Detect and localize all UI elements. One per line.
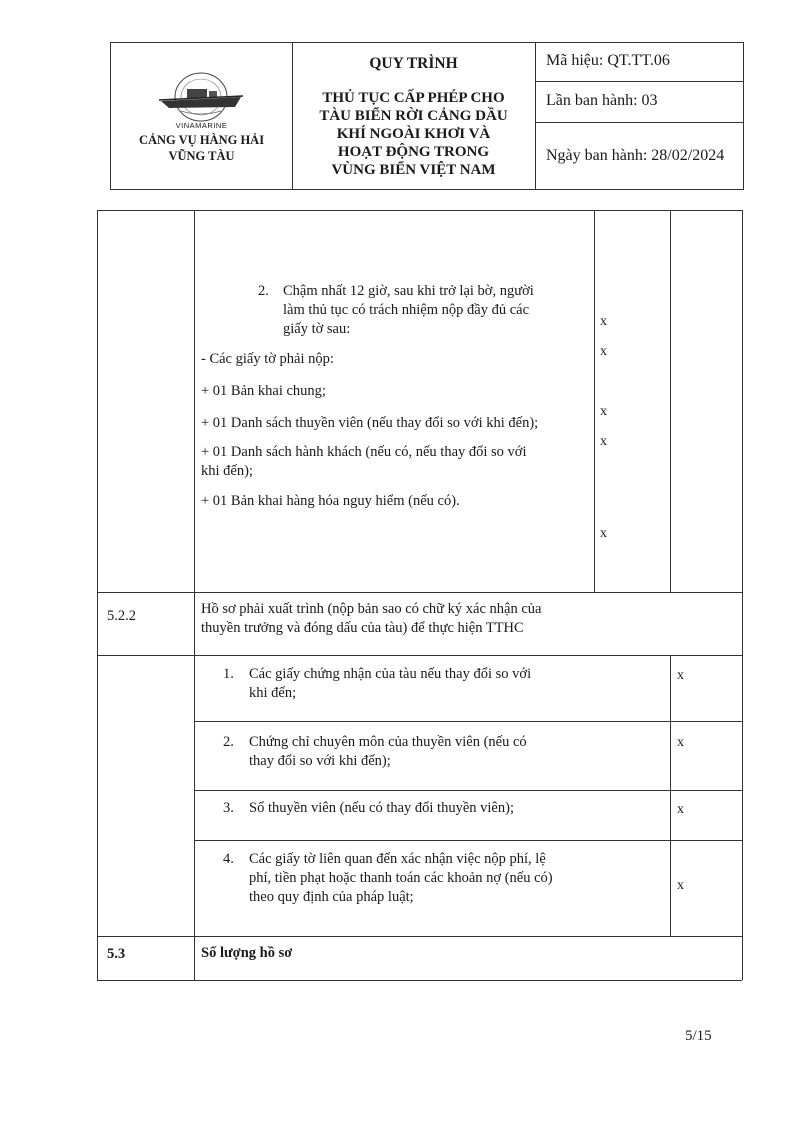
code-row xyxy=(536,43,743,82)
header-meta-cell xyxy=(536,43,743,189)
check-mark: x xyxy=(677,878,684,893)
section-number: 5.2.2 xyxy=(107,608,136,624)
column-divider xyxy=(670,655,671,936)
vinamarine-logo-icon xyxy=(151,67,251,127)
subtitle-line: KHÍ NGOÀI KHƠI VÀ xyxy=(336,126,491,142)
row-divider xyxy=(194,840,742,841)
subtitle-line: THỦ TỤC CẤP PHÉP CHO xyxy=(322,90,505,106)
text-line: thuyền trưởng và đóng dấu của tàu) để thực hiện TTHC xyxy=(201,620,524,636)
item-text xyxy=(249,733,527,771)
row-divider xyxy=(97,655,742,656)
document-code: Mã hiệu: QT.TT.06 xyxy=(546,52,670,69)
item-number: 1. xyxy=(223,666,234,682)
text-line: giấy tờ sau: xyxy=(283,321,351,337)
check-mark: x xyxy=(600,314,607,329)
table-border xyxy=(742,210,743,980)
issue-date: Ngày ban hành: 28/02/2024 xyxy=(546,147,725,164)
check-mark: x xyxy=(600,434,607,449)
row-divider xyxy=(97,592,742,593)
doc-item: khi đến); xyxy=(201,463,253,479)
org-name-line2: VŨNG TÀU xyxy=(168,149,235,163)
text-line: Hồ sơ phải xuất trình (nộp bản sao có chữ ký xác nhận của xyxy=(201,601,542,617)
text-line: làm thủ tục có trách nhiệm nộp đầy đủ các xyxy=(283,302,530,318)
doc-item: + 01 Bản khai hàng hóa nguy hiểm (nếu có). xyxy=(201,493,460,509)
row-divider xyxy=(194,721,742,722)
section-title: Số lượng hồ sơ xyxy=(201,945,293,961)
item-number: 2. xyxy=(258,283,269,299)
item-text xyxy=(249,665,531,703)
column-divider xyxy=(670,210,671,592)
section-number: 5.3 xyxy=(107,946,126,962)
list-header: - Các giấy tờ phải nộp: xyxy=(201,351,334,367)
text-line: khi đến; xyxy=(249,685,297,701)
item-number: 4. xyxy=(223,851,234,867)
item-text xyxy=(249,799,514,818)
subtitle-line: TÀU BIỂN RỜI CẢNG DẦU xyxy=(319,108,508,124)
document-header xyxy=(110,42,744,190)
text-line: Chậm nhất 12 giờ, sau khi trở lại bờ, người xyxy=(283,283,534,299)
issue-row xyxy=(536,82,743,123)
logo-text: VINAMARINE xyxy=(175,121,228,130)
section-text xyxy=(201,600,541,638)
subtitle-line: HOẠT ĐỘNG TRONG xyxy=(337,144,490,160)
text-line: thay đổi so với khi đến); xyxy=(249,753,391,769)
procedure-title: QUY TRÌNH xyxy=(369,55,458,72)
check-mark: x xyxy=(600,526,607,541)
table-border xyxy=(97,980,742,981)
text-line: Chứng chỉ chuyên môn của thuyền viên (nếu có xyxy=(249,734,527,750)
doc-item: + 01 Danh sách thuyền viên (nếu thay đổi so với khi đến); xyxy=(201,415,539,431)
column-divider xyxy=(194,210,195,980)
check-mark: x xyxy=(677,802,684,817)
procedure-subtitle xyxy=(292,89,535,179)
issue-number: Lần ban hành: 03 xyxy=(546,92,658,109)
text-line: Sổ thuyền viên (nếu có thay đổi thuyền viên); xyxy=(249,800,514,816)
procedure-table xyxy=(97,210,742,980)
doc-item: + 01 Danh sách hành khách (nếu có, nếu thay đổi so với xyxy=(201,444,527,460)
item-number: 2. xyxy=(223,734,234,750)
item-text xyxy=(249,850,553,907)
doc-item: + 01 Bản khai chung; xyxy=(201,383,326,399)
check-mark: x xyxy=(677,668,684,683)
header-org-cell xyxy=(111,43,293,189)
header-title-cell xyxy=(292,43,536,189)
item-text xyxy=(283,282,534,339)
check-mark: x xyxy=(600,344,607,359)
column-divider xyxy=(594,210,595,592)
text-line: theo quy định của pháp luật; xyxy=(249,889,414,905)
row-divider xyxy=(194,790,742,791)
check-mark: x xyxy=(600,404,607,419)
text-line: Các giấy tờ liên quan đến xác nhận việc nộp phí, lệ xyxy=(249,851,546,867)
table-border xyxy=(97,210,98,980)
date-row xyxy=(536,123,743,189)
text-line: phí, tiền phạt hoặc thanh toán các khoản nợ (nếu có) xyxy=(249,870,553,886)
subtitle-line: VÙNG BIỂN VIỆT NAM xyxy=(331,162,496,178)
text-line: Các giấy chứng nhận của tàu nếu thay đổi so với xyxy=(249,666,532,682)
org-name-line1: CẢNG VỤ HÀNG HẢI xyxy=(138,133,265,147)
item-number: 3. xyxy=(223,800,234,816)
row-divider xyxy=(97,936,742,937)
page-number: 5/15 xyxy=(685,1028,712,1044)
check-mark: x xyxy=(677,735,684,750)
